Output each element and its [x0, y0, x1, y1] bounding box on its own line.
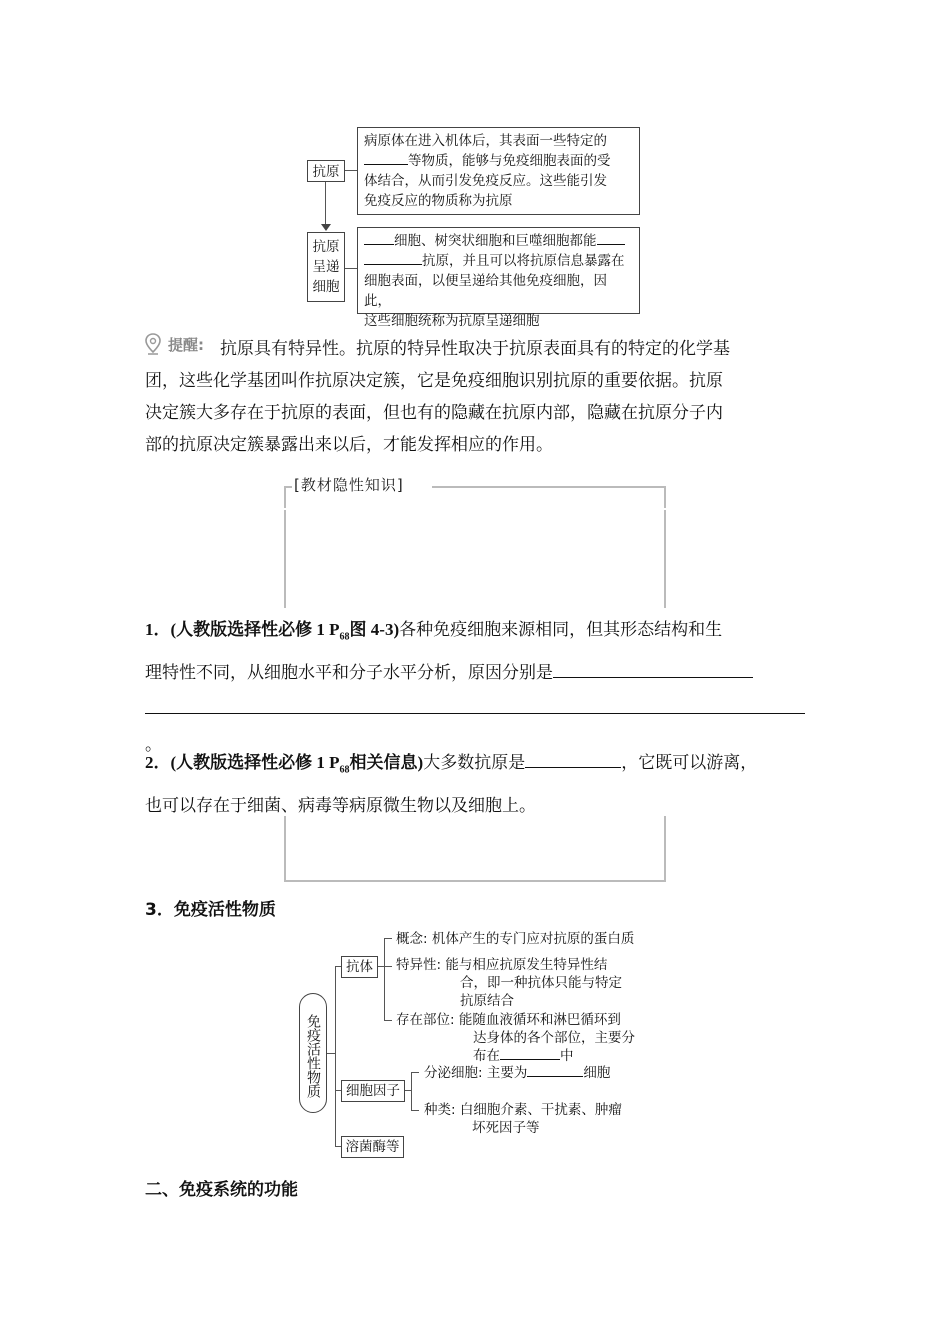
- apc-label: 呈递: [312, 259, 340, 275]
- question-1: [145, 612, 815, 763]
- answer-blank[interactable]: [500, 1059, 560, 1060]
- antigen-desc-line: 免疫反应的物质称为抗原: [364, 193, 513, 209]
- antibody-concept: 概念: 机体产生的专门应对抗原的蛋白质: [396, 931, 635, 947]
- answer-frame: [284, 816, 666, 884]
- antigen-desc-line: 等物质，能够与免疫细胞表面的受: [364, 151, 633, 171]
- apc-desc-line: 细胞表面，以便呈递给其他免疫细胞，因此，: [364, 273, 607, 309]
- antigen-label-box: [307, 160, 345, 182]
- apc-label: 抗原: [312, 239, 340, 255]
- tip-text: [145, 333, 810, 461]
- apc-desc-box: [357, 227, 640, 329]
- antigen-label: 抗原: [312, 164, 340, 180]
- apc-label-box: [307, 232, 345, 302]
- blank: [597, 244, 625, 245]
- question-line: 理特性不同，从细胞水平和分子水平分析，原因分别是: [145, 655, 815, 691]
- lysozyme-box: 溶菌酶等: [341, 1136, 404, 1158]
- question-line: 2．(人教版选择性必修 1 $P_{68}$相关信息)大多数抗原是 ，它既可以游离，: [145, 753, 758, 776]
- question-2: [145, 745, 815, 824]
- connector: [345, 170, 357, 171]
- tip-line: 团，这些化学基团叫作抗原决定簇，它是免疫细胞识别抗原的重要依据。抗原: [145, 371, 723, 391]
- cytokine-types: 种类: 白细胞介素、干扰素、肿瘤 坏死因子等: [424, 1102, 622, 1136]
- hidden-knowledge-frame: [284, 478, 666, 608]
- hidden-knowledge-title: [教材隐性知识]: [294, 476, 404, 494]
- question-line: 也可以存在于细菌、病毒等病原微生物以及细胞上。: [145, 796, 536, 817]
- cytokine-secretion: 分泌细胞: 主要为 细胞: [424, 1065, 611, 1081]
- root-oval: 免疫活性物质: [299, 993, 327, 1113]
- arrow-line: [325, 182, 326, 226]
- blank: [364, 164, 408, 165]
- main-bracket: [335, 966, 336, 1146]
- tip-line: 决定簇大多存在于抗原的表面，但也有的隐藏在抗原内部，隐藏在抗原分子内: [145, 403, 723, 423]
- answer-blank[interactable]: [525, 767, 621, 768]
- apc-label: 细胞: [312, 279, 340, 295]
- antigen-desc-line: 病原体在进入机体后，其表面一些特定的: [364, 133, 607, 149]
- blank: [364, 264, 422, 265]
- apc-desc-line: 这些细胞统称为抗原呈递细胞: [364, 313, 540, 329]
- answer-blank[interactable]: [527, 1076, 583, 1077]
- section-3-heading: 3．免疫活性物质: [145, 900, 276, 920]
- blank: [364, 244, 394, 245]
- tip-line: 抗原具有特异性。抗原的特异性取决于抗原表面具有的特定的化学基: [220, 339, 730, 359]
- antigen-desc-box: [357, 127, 640, 215]
- section-two-heading: 二、免疫系统的功能: [145, 1180, 298, 1200]
- question-end: 。: [145, 735, 162, 756]
- apc-desc-line: 细胞、树突状细胞和巨噬细胞都能: [364, 231, 633, 251]
- antigen-desc-line: 体结合，从而引发免疫反应。这些能引发: [364, 173, 607, 189]
- antibody-specificity: 特异性: 能与相应抗原发生特异性结 合，即一种抗体只能与特定 抗原结合: [396, 957, 622, 1009]
- connector: [345, 268, 357, 269]
- tip-label: 提醒:: [168, 336, 205, 354]
- answer-blank[interactable]: [553, 677, 753, 678]
- antibody-box: 抗体: [341, 956, 378, 978]
- question-line: 1．(人教版选择性必修 1 $P_{68}$图 4-3)各种免疫细胞来源相同，但其形态结构和生: [145, 620, 723, 643]
- tip-line: 部的抗原决定簇暴露出来以后，才能发挥相应的作用。: [145, 435, 553, 455]
- arrow-down-icon: [321, 224, 331, 231]
- antibody-location: 存在部位: 能随血液循环和淋巴循环到 达身体的各个部位，主要分 布在 中: [396, 1012, 635, 1064]
- cytokine-box: 细胞因子: [341, 1080, 405, 1102]
- apc-desc-line: 抗原，并且可以将抗原信息暴露在: [364, 251, 633, 271]
- answer-blank[interactable]: [145, 713, 805, 714]
- question-line: [145, 691, 815, 727]
